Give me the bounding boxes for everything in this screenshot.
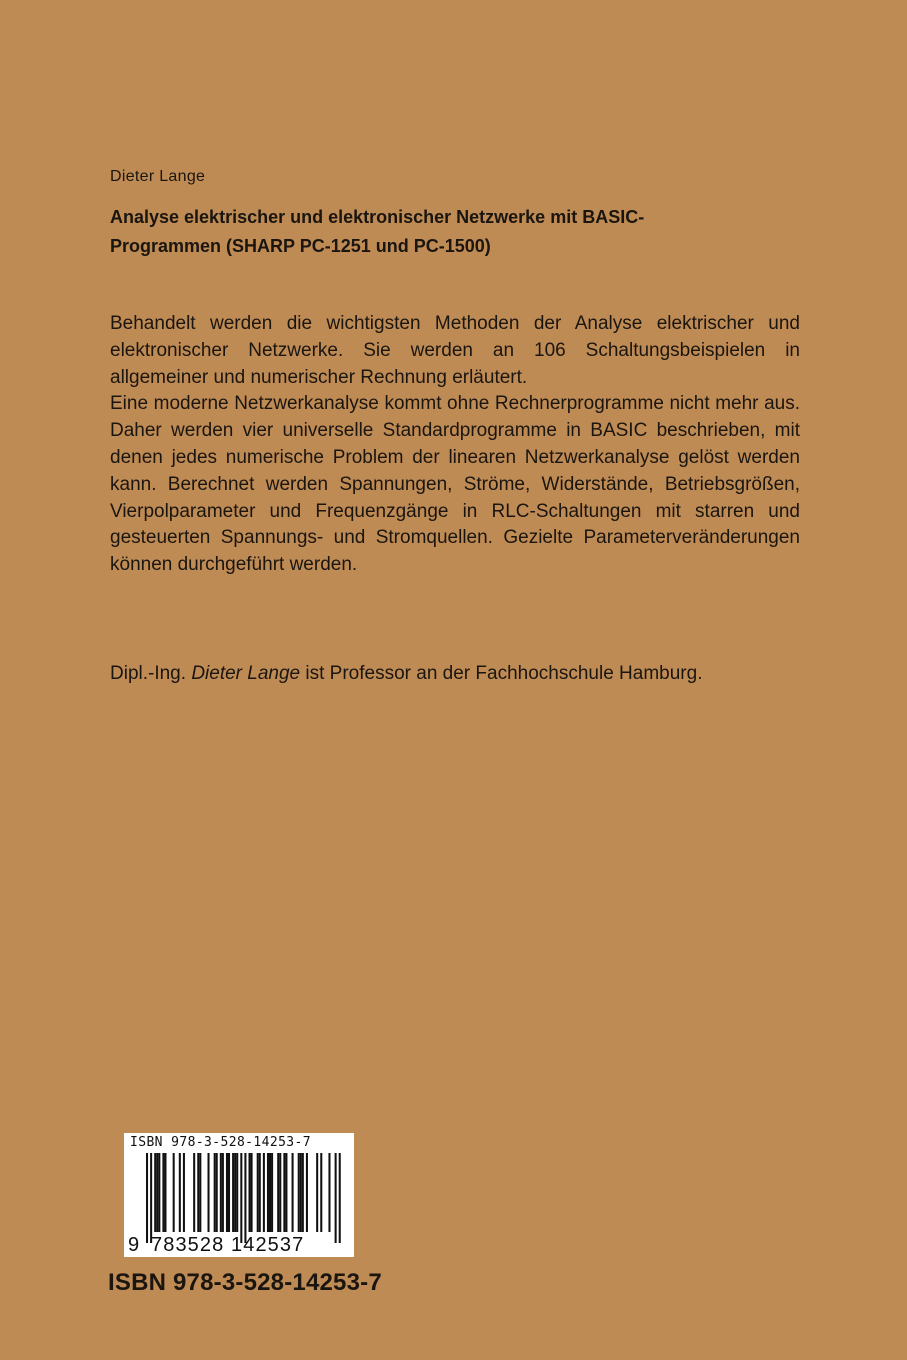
book-title-line-1: Analyse elektrischer und elektronischer Netzwerke mit BASIC-: [110, 207, 645, 227]
barcode-bar: [199, 1153, 201, 1232]
description-paragraph-1: Behandelt werden die wichtigsten Methoden der Analyse elektrischer und elektronischer Netzwerke. Sie werden an 106 Schaltungsbeispielen in allgemeiner und numerischer Rechnung erläutert.: [110, 313, 800, 388]
barcode-bar: [158, 1153, 160, 1232]
barcode-bar: [146, 1153, 148, 1243]
book-description: [110, 311, 800, 579]
barcode-bar: [263, 1153, 265, 1232]
description-paragraph-2: Eine moderne Netzwerkanalyse kommt ohne Rechnerprogramme nicht mehr aus. Daher werden vier universelle Standardprogramme in BASIC beschrieben, mit denen jedes numerische Problem der linearen Netzwerkanalyse gelöst werden kann. Berechnet werden Spannungen, Ströme, Widerstände, Betriebsgrößen, Vierpolparameter und Frequenzgänge in RLC-Schaltungen mit starren und gesteuerten Spannungs- und Stromquellen. Gezielte Parameterveränderungen können durchgeführt werden.: [110, 393, 800, 576]
barcode-bar: [271, 1153, 273, 1232]
isbn-number: ISBN 978-3-528-14253-7: [108, 1269, 382, 1296]
barcode-bar: [306, 1153, 308, 1232]
barcode-bar: [222, 1153, 224, 1232]
bio-prefix: Dipl.-Ing.: [110, 663, 187, 684]
barcode-bar: [328, 1153, 330, 1232]
barcode-bar: [220, 1153, 222, 1232]
barcode-bar: [277, 1153, 279, 1232]
barcode-bar: [193, 1153, 195, 1232]
barcode-bar: [298, 1153, 300, 1232]
barcode-bar: [259, 1153, 261, 1232]
barcode-bar: [156, 1153, 158, 1232]
barcode-bar: [316, 1153, 318, 1232]
author-name: Dieter Lange: [110, 168, 206, 185]
barcode-bar: [183, 1153, 185, 1232]
barcode-bar: [154, 1153, 156, 1232]
barcode-bar: [228, 1153, 230, 1232]
book-title: [110, 203, 750, 261]
barcode-bar: [339, 1153, 341, 1243]
barcode-bar: [292, 1153, 294, 1232]
barcode-bar: [249, 1153, 251, 1232]
barcode-label: [124, 1133, 354, 1257]
barcode-bar: [302, 1153, 304, 1232]
barcode-bar: [164, 1153, 166, 1232]
barcode-bar: [279, 1153, 281, 1232]
barcode-bar: [300, 1153, 302, 1232]
barcode-bar: [232, 1153, 234, 1232]
barcode-bar: [251, 1153, 253, 1232]
barcode-bar: [240, 1153, 242, 1243]
barcode-bar: [173, 1153, 175, 1232]
barcode-bar: [236, 1153, 238, 1232]
barcode-isbn-text: ISBN 978-3-528-14253-7: [130, 1135, 311, 1150]
barcode-bar: [244, 1153, 246, 1243]
barcode-bar: [214, 1153, 216, 1232]
barcode-bar: [269, 1153, 271, 1232]
book-title-line-2: Programmen (SHARP PC-1251 und PC-1500): [110, 236, 491, 256]
bio-author-name: Dieter Lange: [191, 663, 301, 684]
barcode-bar: [285, 1153, 287, 1232]
barcode-first-digit: 9: [128, 1234, 140, 1256]
barcode-bar: [320, 1153, 322, 1232]
barcode-bar: [234, 1153, 236, 1232]
barcode-bar: [162, 1153, 164, 1232]
barcode-bar: [208, 1153, 210, 1232]
barcode-bar: [226, 1153, 228, 1232]
barcode-bar: [267, 1153, 269, 1232]
barcode-bar: [257, 1153, 259, 1232]
barcode-bar: [197, 1153, 199, 1232]
barcode-bar: [335, 1153, 337, 1243]
barcode-bar: [150, 1153, 152, 1243]
barcode-bar: [283, 1153, 285, 1232]
barcode-bar: [216, 1153, 218, 1232]
barcode-bar: [179, 1153, 181, 1232]
author-bio: [110, 661, 702, 687]
barcode-digits: 783528 142537: [151, 1234, 305, 1256]
bio-suffix: ist Professor an der Fachhochschule Hamburg.: [305, 663, 703, 684]
